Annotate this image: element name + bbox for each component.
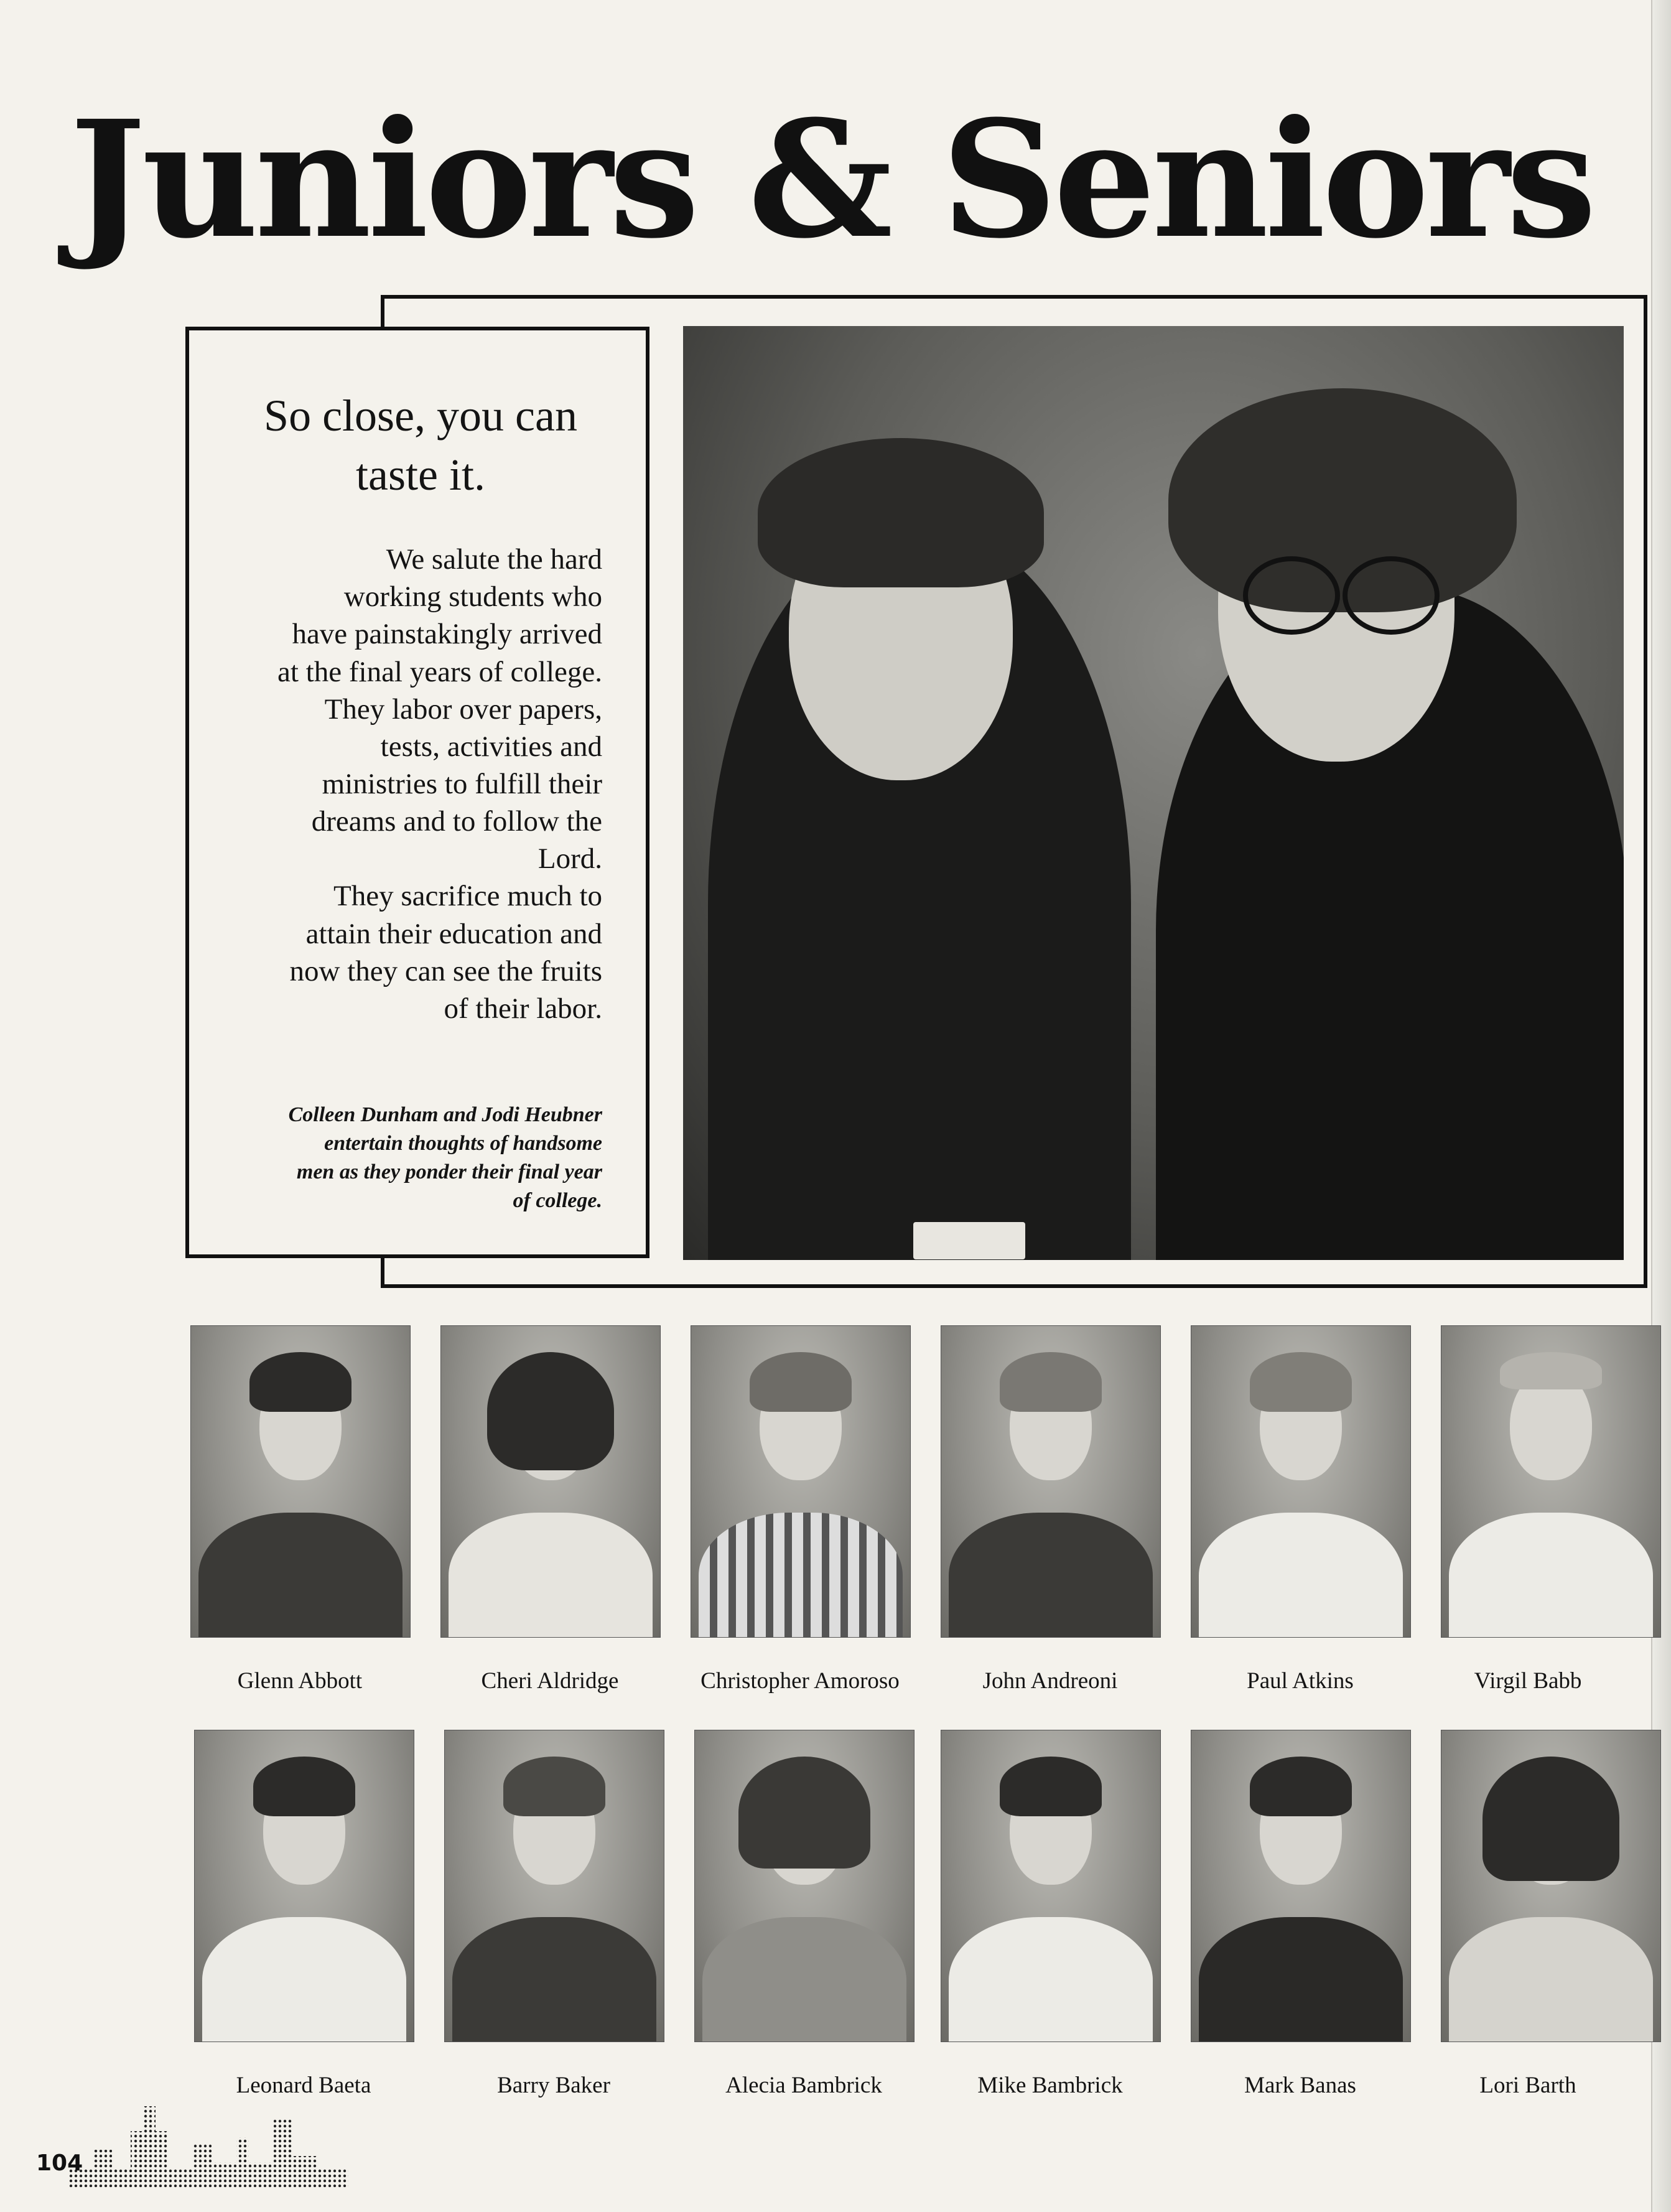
feature-photo — [683, 326, 1624, 1260]
student-portrait — [941, 1325, 1161, 1638]
student-name: Barry Baker — [497, 2073, 610, 2098]
skyline-graphic — [68, 2094, 348, 2187]
student-portrait — [1441, 1730, 1661, 2042]
student-portrait — [1441, 1325, 1661, 1638]
page-number: 104 — [36, 2150, 83, 2176]
feature-body-text: We salute the hard working students who have painstakingly arrived at the final years of college. They labor over papers, tests, activities and ministries to fulfill their dreams and to follow the Lord. They sacrifice much to attain their education and now they can see the fruits of their labor. — [277, 543, 602, 1025]
student-portrait — [1191, 1730, 1411, 2042]
student-name: Cheri Aldridge — [481, 1668, 619, 1694]
student-portrait — [941, 1730, 1161, 2042]
student-name: John Andreoni — [982, 1668, 1118, 1694]
student-name: Paul Atkins — [1247, 1668, 1354, 1694]
student-portrait — [691, 1325, 911, 1638]
student-name: Mark Banas — [1244, 2073, 1356, 2098]
student-portrait — [444, 1730, 664, 2042]
student-portrait — [190, 1325, 411, 1638]
portrait-row — [190, 1730, 1652, 2116]
student-name: Alecia Bambrick — [725, 2073, 882, 2098]
student-portrait — [440, 1325, 661, 1638]
student-portrait — [1191, 1325, 1411, 1638]
student-name: Mike Bambrick — [977, 2073, 1123, 2098]
student-name: Leonard Baeta — [236, 2073, 371, 2098]
page-title: Juniors & Seniors — [70, 85, 1593, 274]
portrait-row — [190, 1325, 1652, 1711]
feature-headline: So close, you can taste it. — [264, 391, 577, 500]
student-name: Glenn Abbott — [237, 1668, 363, 1694]
student-name: Christopher Amoroso — [701, 1668, 900, 1694]
student-name: Lori Barth — [1479, 2073, 1576, 2098]
student-name: Virgil Babb — [1474, 1668, 1582, 1694]
student-portrait — [694, 1730, 915, 2042]
student-portrait — [194, 1730, 414, 2042]
feature-text-panel — [185, 327, 649, 1258]
photo-caption: Colleen Dunham and Jodi Heubner entertain thoughts of handsome men as they ponder their final year of college. — [288, 1103, 602, 1212]
